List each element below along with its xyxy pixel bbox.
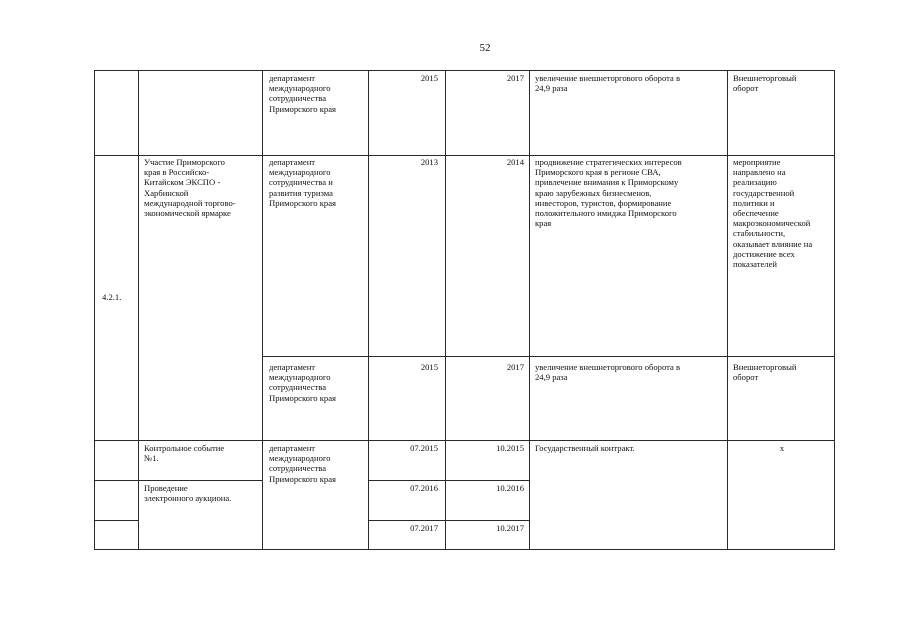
column-divider (138, 70, 139, 550)
table-border-top (94, 70, 835, 71)
row-divider (94, 155, 835, 156)
row-divider (262, 356, 835, 357)
end-year-cell: 2017 (506, 73, 524, 83)
start-year-cell: 2015 (420, 73, 438, 83)
row-divider (368, 520, 529, 521)
indicator-cell: мероприятие направлено на реализацию государственной политики и обеспечение макроэкономической стабильности, оказывает влияние на достижение всех показателей (733, 157, 813, 270)
column-divider (445, 70, 446, 550)
start-year-cell: 2015 (420, 362, 438, 372)
end-year-cell: 2017 (506, 362, 524, 372)
result-cell: Государственный контракт. (535, 443, 635, 453)
executor-cell: департамент международного сотрудничества Приморского края (269, 443, 336, 484)
result-cell: увеличение внешнеторгового оборота в 24,9 раза (535, 362, 681, 383)
event-name-cell: Участие Приморского края в Российско- Китайском ЭКСПО - Харбинской международной торгово- экономической ярмарке (144, 157, 236, 219)
plan-table (94, 70, 835, 550)
table-border-right (834, 70, 835, 550)
indicator-cell: Внешнеторговый оборот (733, 73, 797, 94)
row-divider (94, 440, 835, 441)
end-date-cell: 10.2015 (496, 443, 524, 453)
row-divider (94, 480, 262, 481)
column-divider (368, 70, 369, 550)
start-year-cell: 2013 (420, 157, 438, 167)
executor-cell: департамент международного сотрудничества Приморского края (269, 362, 336, 403)
table-border-left (94, 70, 95, 550)
control-event-description-cell: Проведение электронного аукциона. (144, 483, 232, 504)
page-number: 52 (479, 42, 491, 54)
start-date-cell: 07.2017 (410, 523, 438, 533)
indicator-cell: x (779, 443, 785, 453)
end-date-cell: 10.2016 (496, 483, 524, 493)
executor-cell: департамент международного сотрудничества Приморского края (269, 73, 336, 114)
end-date-cell: 10.2017 (496, 523, 524, 533)
control-event-cell: Контрольное событие №1. (144, 443, 225, 464)
row-divider (368, 480, 529, 481)
row-divider (94, 520, 138, 521)
item-number-cell: 4.2.1. (102, 292, 122, 302)
executor-cell: департамент международного сотрудничества и развития туризма Приморского края (269, 157, 336, 208)
indicator-cell: Внешнеторговый оборот (733, 362, 797, 383)
column-divider (727, 70, 728, 550)
start-date-cell: 07.2015 (410, 443, 438, 453)
result-cell: увеличение внешнеторгового оборота в 24,9 раза (535, 73, 681, 94)
table-border-bottom (94, 549, 835, 550)
start-date-cell: 07.2016 (410, 483, 438, 493)
result-cell: продвижение стратегических интересов Приморского края в регионе СВА, привлечение внимания к Приморскому краю зарубежных бизнесменов, инвесторов, туристов, формирование положительного имиджа Приморского края (535, 157, 682, 229)
column-divider (529, 70, 530, 550)
end-year-cell: 2014 (506, 157, 524, 167)
column-divider (262, 70, 263, 550)
